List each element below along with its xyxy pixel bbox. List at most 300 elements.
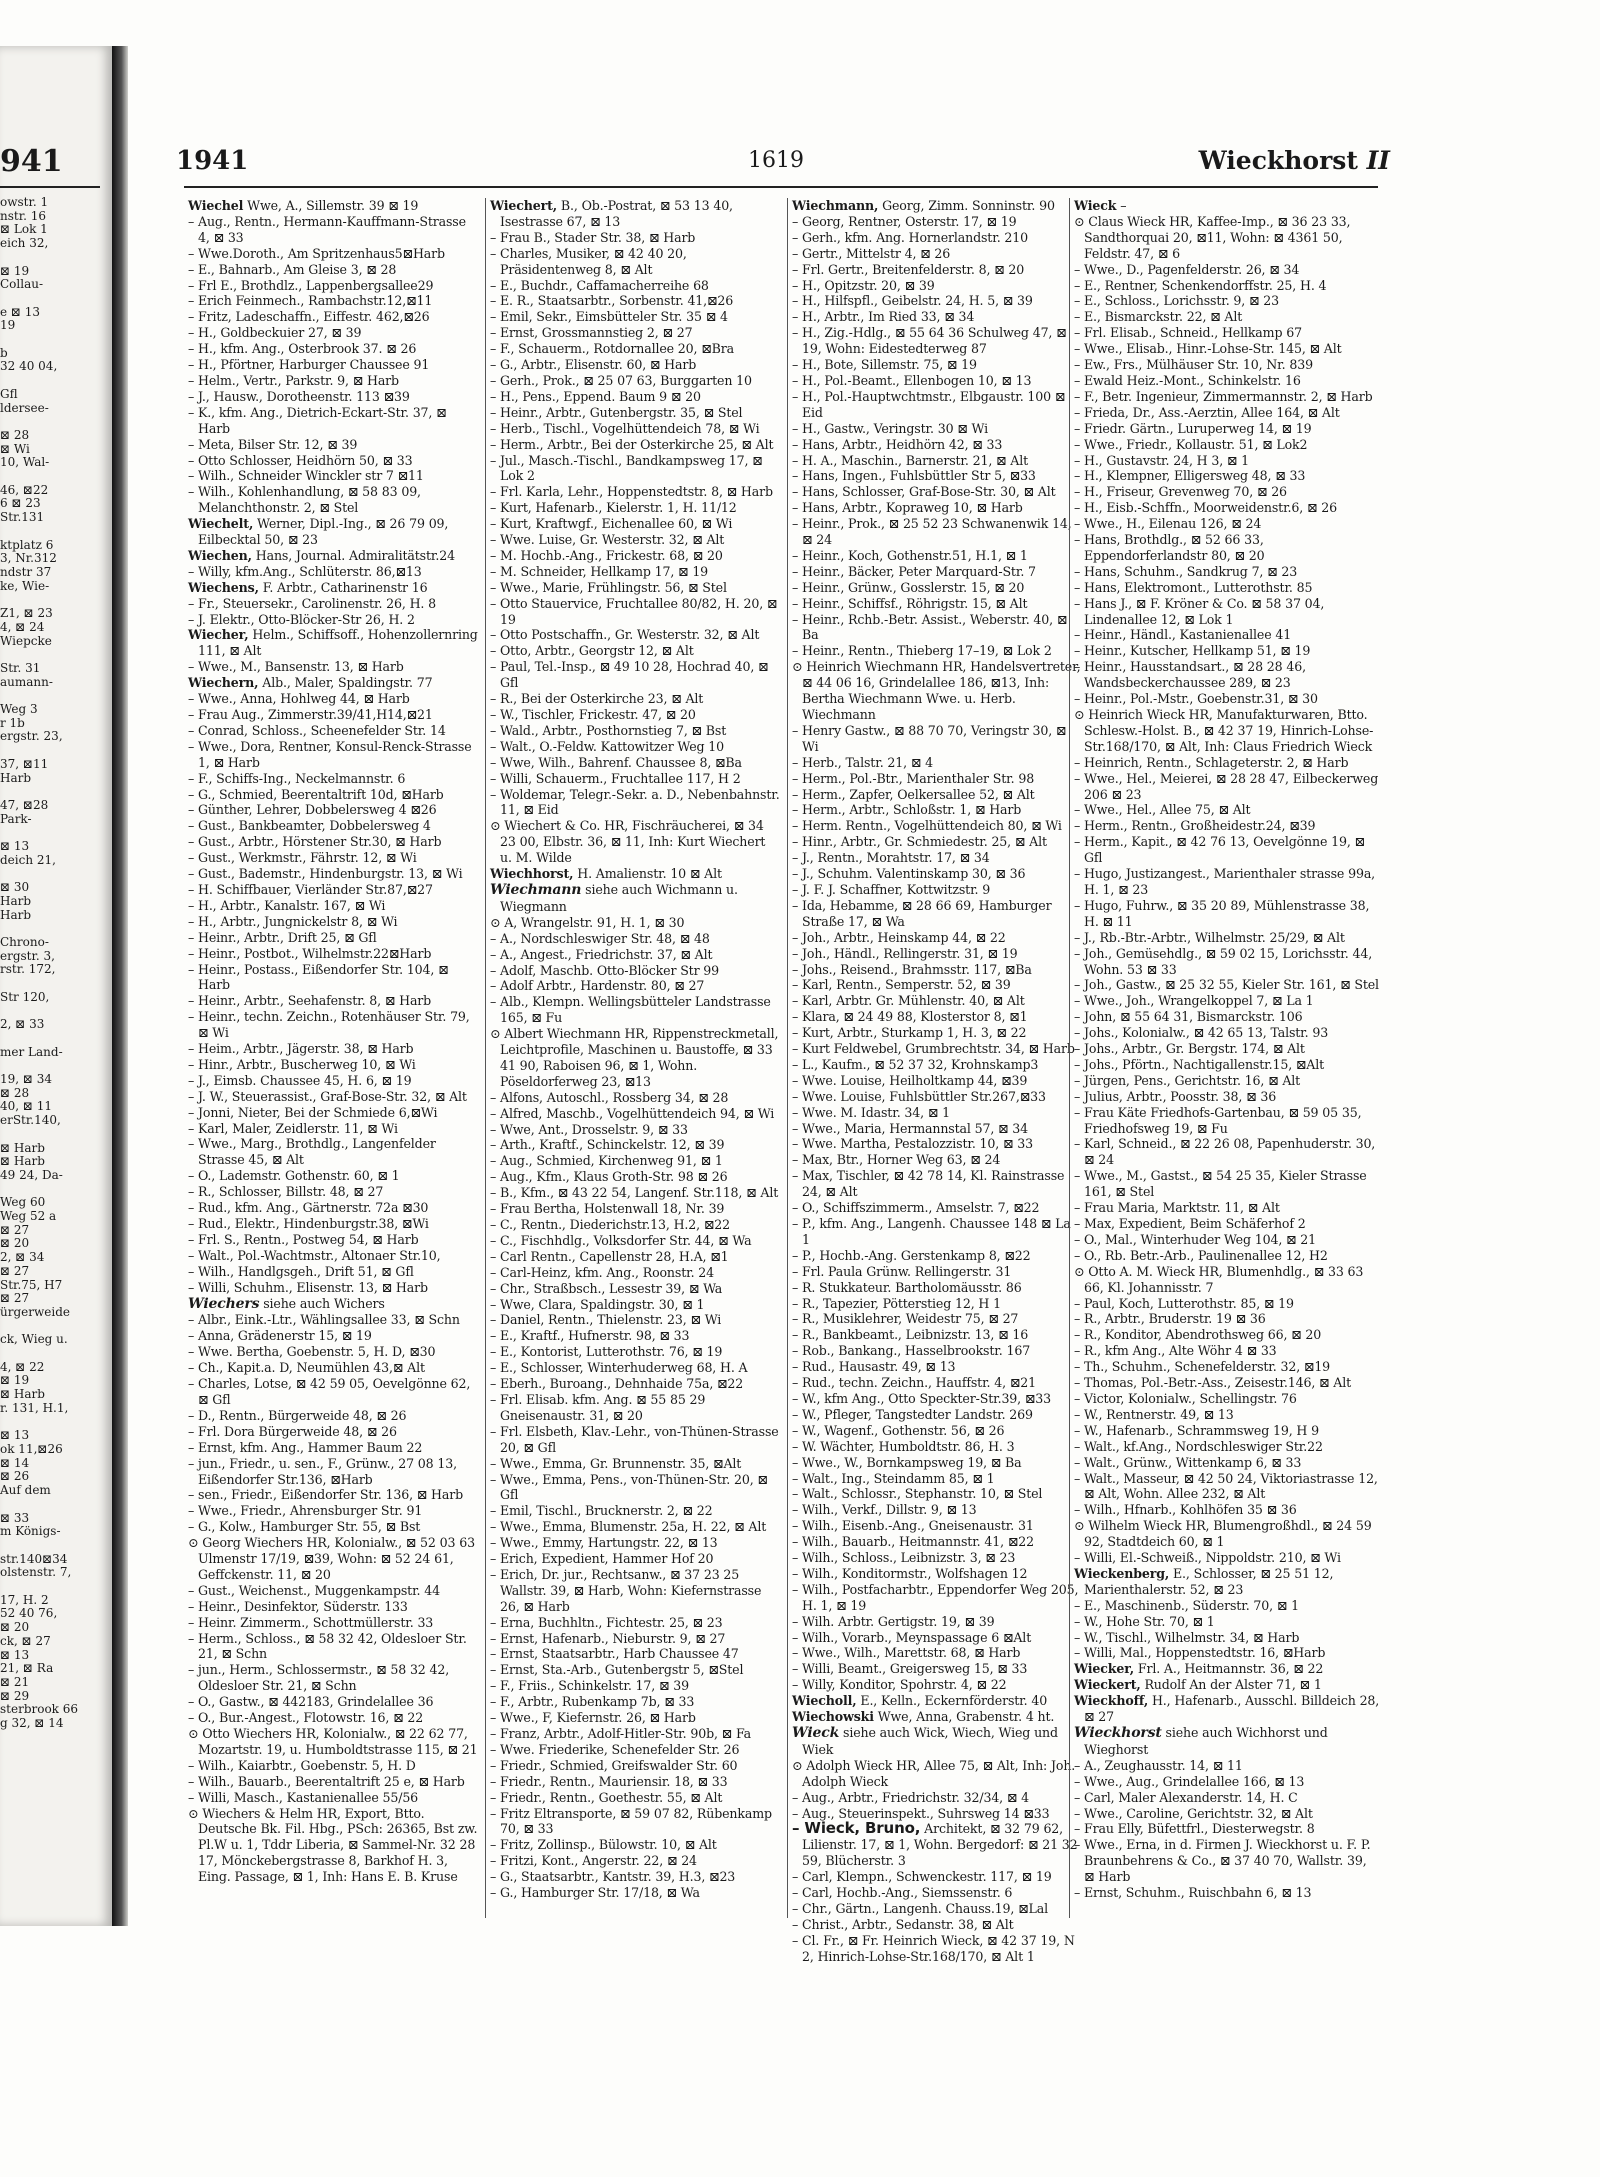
directory-entry: Wieck siehe auch Wick, Wiech, Wieg und Wiek: [792, 1725, 1058, 1757]
directory-entry: – R., kfm Ang., Alte Wöhr 4 ⊠ 33: [1074, 1343, 1277, 1359]
directory-entry: – J., Rb.-Btr.-Arbtr., Wilhelmstr. 25/29, ⊠ Alt: [1074, 929, 1345, 945]
directory-entry: – Walt., Ing., Steindamm 85, ⊠ 1: [792, 1470, 995, 1486]
directory-entry: – W. Wächter, Humboldtstr. 86, H. 3: [792, 1438, 1015, 1454]
facing-page-line: Chrono-: [0, 934, 49, 949]
directory-entry: – Heinr., techn. Zeichn., Rotenhäuser Str. 79, ⊠ Wi: [188, 1009, 470, 1041]
directory-entry: – Heinr., Arbtr., Seehafenstr. 8, ⊠ Harb: [188, 993, 432, 1009]
directory-entry: – Günther, Lehrer, Dobbelersweg 4 ⊠26: [188, 802, 437, 818]
directory-entry: – A., Nordschleswiger Str. 48, ⊠ 48: [490, 930, 710, 946]
directory-entry: – Adolf, Maschb. Otto-Blöcker Str 99: [490, 962, 720, 978]
directory-entry: – R., Bei der Osterkirche 23, ⊠ Alt: [490, 691, 704, 707]
facing-page-line: nstr. 16: [0, 208, 47, 223]
directory-entry: – Herm., Pol.-Btr., Marienthaler Str. 98: [792, 770, 1035, 786]
facing-page-line: 2, ⊠ 34: [0, 1250, 45, 1265]
directory-entry: – Frau Käte Friedhofs-Gartenbau, ⊠ 59 05 35, Friedhofsweg 19, ⊠ Fu: [1074, 1104, 1362, 1136]
facing-page-line: ⊠ 13: [0, 1647, 30, 1662]
directory-entry: – Carl-Heinz, kfm. Ang., Roonstr. 24: [490, 1264, 715, 1280]
facing-page-line: [0, 1320, 110, 1334]
directory-entry: – Hinr., Arbtr., Gr. Schmiedestr. 25, ⊠ Alt: [792, 834, 1047, 850]
directory-entry: – J., Schuhm. Valentinskamp 30, ⊠ 36: [792, 866, 1026, 882]
directory-entry: – Anna, Grädenerstr 15, ⊠ 19: [188, 1328, 372, 1344]
directory-entry: – Gerh., kfm. Ang. Hornerlandstr. 210: [792, 229, 1028, 245]
directory-entry: – Wwe., Friedr., Kollaustr. 51, ⊠ Lok2: [1074, 436, 1308, 452]
directory-entry: – Thomas, Pol.-Betr.-Ass., Zeisestr.146, ⊠ Alt: [1074, 1375, 1352, 1391]
facing-page-line: ktplatz 6: [0, 537, 54, 552]
directory-entry: – Wwe., Dora, Rentner, Konsul-Renck-Strasse 1, ⊠ Harb: [188, 738, 472, 770]
directory-entry: – Ernst, Grossmannstieg 2, ⊠ 27: [490, 325, 693, 341]
directory-entry: – Wwe., Maria, Hermannstal 57, ⊠ 34: [792, 1120, 1029, 1136]
facing-page-line: [0, 415, 110, 429]
directory-entry: – Wilh. Arbtr. Gertigstr. 19, ⊠ 39: [792, 1613, 995, 1629]
directory-entry: – Hans, Arbtr., Heidhörn 42, ⊠ 33: [792, 436, 1003, 452]
directory-entry: – G., Arbtr., Elisenstr. 60, ⊠ Harb: [490, 357, 697, 373]
directory-entry: – Johs., Reisend., Brahmsstr. 117, ⊠Ba: [792, 961, 1032, 977]
directory-entry: – Frl E., Brothdlz., Lappenbergsallee29: [188, 277, 434, 293]
directory-entry: – Aug., Arbtr., Friedrichstr. 32/34, ⊠ 4: [792, 1789, 1030, 1805]
entry-surname: Wiechmann,: [792, 198, 879, 213]
directory-entry: – Wwe., Hel., Allee 75, ⊠ Alt: [1074, 802, 1251, 818]
directory-entry: – W., Pfleger, Tangstedter Landstr. 269: [792, 1406, 1033, 1422]
directory-entry: – Heinr., Rentn., Thieberg 17–19, ⊠ Lok 2: [792, 643, 1052, 659]
directory-entry: – Cl. Fr., ⊠ Fr. Heinrich Wieck, ⊠ 42 37 19, N 2, Hinrich-Lohse-Str.168/170, ⊠ Alt 1: [792, 1932, 1075, 1964]
directory-entry: – Heim., Arbtr., Jägerstr. 38, ⊠ Harb: [188, 1041, 414, 1057]
directory-entry: – Karl, Arbtr. Gr. Mühlenstr. 40, ⊠ Alt: [792, 993, 1025, 1009]
directory-entry: – Gust., Bankbeamter, Dobbelersweg 4: [188, 818, 431, 834]
facing-page-line: str.140⊠34: [0, 1551, 68, 1566]
directory-entry: – Ernst, kfm. Ang., Hammer Baum 22: [188, 1439, 423, 1455]
directory-entry: ⊙ Claus Wieck HR, Kaffee-Imp., ⊠ 36 23 33, Sandthorquai 20, ⊠11, Wohn: ⊠ 4361 50, Feldstr. 47, ⊠ 6: [1074, 213, 1351, 261]
directory-entry: – Christ., Arbtr., Sedanstr. 38, ⊠ Alt: [792, 1916, 1014, 1932]
directory-entry: – Otto Stauervice, Fruchtallee 80/82, H. 20, ⊠ 19: [490, 595, 778, 627]
directory-entry: – Julius, Arbtr., Poosstr. 38, ⊠ 36: [1074, 1088, 1277, 1104]
facing-page-heading: 941: [0, 144, 63, 179]
facing-page-line: ok 11,⊠26: [0, 1441, 63, 1456]
directory-entry: Wiechen, Hans, Journal. Admiralitätstr.24: [188, 547, 455, 563]
facing-page-line: Collau-: [0, 277, 44, 292]
directory-entry: – Wwe. Louise, Heilholtkamp 44, ⊠39: [792, 1072, 1028, 1088]
directory-entry: – Aug., Kfm., Klaus Groth-Str. 98 ⊠ 26: [490, 1169, 728, 1185]
facing-page-line: [0, 922, 110, 936]
directory-entry: – Gust., Weichenst., Muggenkampstr. 44: [188, 1582, 440, 1598]
directory-entry: Wiechelt, Werner, Dipl.-Ing., ⊠ 26 79 09, Eilbecktal 50, ⊠ 23: [188, 516, 449, 548]
directory-entry: – Wwe. M. Idastr. 34, ⊠ 1: [792, 1104, 950, 1120]
directory-entry: Wiechern, Alb., Maler, Spaldingstr. 77: [188, 675, 433, 691]
directory-entry: ⊙ Wilhelm Wieck HR, Blumengroßhdl., ⊠ 24 59 92, Stadtdeich 60, ⊠ 1: [1074, 1518, 1372, 1550]
directory-entry: – Gertr., Mittelstr 4, ⊠ 26: [792, 245, 951, 261]
directory-entry: – Charles, Lotse, ⊠ 42 59 05, Oevelgönne 62, ⊠ Gfl: [188, 1376, 471, 1407]
directory-entry: – Aug., Steuerinspekt., Suhrsweg 14 ⊠33: [792, 1805, 1050, 1821]
directory-entry: – Max, Tischler, ⊠ 42 78 14, Kl. Rainstrasse 24, ⊠ Alt: [792, 1168, 1065, 1200]
directory-entry: – Carl, Klempn., Schwenckestr. 117, ⊠ 19: [792, 1869, 1052, 1885]
facing-page-line: Str.75, H7: [0, 1277, 63, 1292]
directory-entry: – Walt., O.-Feldw. Kattowitzer Weg 10: [490, 738, 724, 754]
directory-entry: – O., Schiffszimmerm., Amselstr. 7, ⊠22: [792, 1200, 1040, 1216]
facing-page-line: sterbrook 66: [0, 1702, 79, 1717]
directory-entry: – W., Rentnerstr. 49, ⊠ 13: [1074, 1406, 1234, 1422]
directory-entry: – Willy, Konditor, Spohrstr. 4, ⊠ 22: [792, 1677, 1007, 1693]
facing-page-line: [0, 1539, 110, 1553]
directory-entry: – John, ⊠ 55 64 31, Bismarckstr. 106: [1074, 1009, 1303, 1025]
entry-surname: Wiecholl,: [792, 1693, 857, 1709]
directory-entry: – Wilh., Eisenb.-Ang., Gneisenaustr. 31: [792, 1518, 1034, 1534]
directory-entry: – H., Eisb.-Schffn., Moorweidenstr.6, ⊠ 26: [1074, 500, 1337, 516]
directory-entry: – Wwe., M., Gastst., ⊠ 54 25 35, Kieler Strasse 161, ⊠ Stel: [1074, 1168, 1367, 1200]
facing-page-line: [0, 744, 110, 758]
facing-page-line: ldersee-: [0, 400, 49, 415]
column-2: [490, 198, 780, 1938]
directory-entry: Wieckhoff, H., Hafenarb., Ausschl. Billdeich 28, ⊠ 27: [1074, 1693, 1380, 1725]
facing-page-line: 47, ⊠28: [0, 797, 49, 812]
directory-entry: – O., Rb. Betr.-Arb., Paulinenallee 12, H2: [1074, 1247, 1328, 1263]
facing-page-line: ⊠ 20: [0, 1236, 30, 1251]
directory-entry: – Wilh., Vorarb., Meynspassage 6 ⊠Alt: [792, 1629, 1032, 1645]
directory-entry: ⊙ Otto A. M. Wieck HR, Blumenhdlg., ⊠ 33 63 66, Kl. Johannisstr. 7: [1074, 1263, 1364, 1295]
directory-entry: – F., Friis., Schinkelstr. 17, ⊠ 39: [490, 1678, 689, 1694]
facing-page-line: ke, Wie-: [0, 578, 50, 593]
entry-surname: Wiechers: [188, 1295, 260, 1312]
directory-entry: ⊙ Heinrich Wiechmann HR, Handelsvertreter, ⊠ 44 06 16, Grindelallee 186, ⊠13, Inh: Bertha Wiechmann Wwe. u. Herb. Wiechmann: [792, 659, 1081, 722]
directory-entry: – Erna, Buchhltn., Fichtestr. 25, ⊠ 23: [490, 1614, 723, 1630]
directory-entry: – Heinr., Postass., Eißendorfer Str. 104, ⊠ Harb: [188, 961, 449, 993]
facing-page-line: [0, 1416, 110, 1430]
directory-entry: – Emil, Tischl., Brucknerstr. 2, ⊠ 22: [490, 1503, 713, 1519]
facing-page-line: ⊠ Harb: [0, 1387, 45, 1402]
directory-entry: – Georg, Rentner, Osterstr. 17, ⊠ 19: [792, 213, 1017, 229]
directory-entry: – Wwe., H., Eilenau 126, ⊠ 24: [1074, 516, 1262, 532]
directory-entry: – Frl. Dora Bürgerweide 48, ⊠ 26: [188, 1423, 397, 1439]
directory-entry: – E., Rentner, Schenkendorffstr. 25, H. 4: [1074, 277, 1327, 293]
facing-page-line: r. 131, H.1,: [0, 1400, 69, 1415]
directory-entry: – Heinr. Zimmerm., Schottmüllerstr. 33: [188, 1614, 434, 1630]
header-section: II: [1366, 146, 1390, 175]
facing-page-line: ⊠ 19: [0, 1373, 30, 1388]
directory-entry: – Franz, Arbtr., Adolf-Hitler-Str. 90b, ⊠ Fa: [490, 1726, 752, 1741]
directory-entry: – Otto Postschaffn., Gr. Westerstr. 32, ⊠ Alt: [490, 627, 760, 643]
facing-page-line: [0, 1183, 110, 1197]
facing-page-line: Weg 3: [0, 702, 38, 717]
directory-entry: – H., Gastw., Veringstr. 30 ⊠ Wi: [792, 420, 988, 436]
directory-entry: – Wwe., Hel., Meierei, ⊠ 28 28 47, Eilbeckerweg 206 ⊠ 23: [1074, 770, 1379, 802]
directory-entry: – Willi, El.-Schweiß., Nippoldstr. 210, ⊠ Wi: [1074, 1550, 1341, 1566]
directory-entry: – Adolf Arbtr., Hardenstr. 80, ⊠ 27: [490, 978, 705, 994]
facing-page-line: [0, 593, 110, 607]
column-3: [792, 198, 1082, 1964]
directory-entry: – Wwe, Wilh., Bahrenf. Chaussee 8, ⊠Ba: [490, 754, 742, 770]
entry-surname: Wieckenberg,: [1074, 1565, 1170, 1581]
facing-page-line: [0, 333, 110, 347]
directory-entry: – Albr., Eink.-Ltr., Wählingsallee 33, ⊠ Schn: [188, 1312, 460, 1328]
directory-entry: – H., Arbtr., Jungnickelstr 8, ⊠ Wi: [188, 913, 398, 929]
directory-entry: – Wwe., Emma, Blumenstr. 25a, H. 22, ⊠ Alt: [490, 1519, 767, 1535]
facing-page-line: 4, ⊠ 24: [0, 619, 45, 634]
directory-entry: – D., Rentn., Bürgerweide 48, ⊠ 26: [188, 1407, 407, 1423]
entry-surname: Wiechelt,: [188, 516, 254, 532]
directory-entry: – G., Hamburger Str. 17/18, ⊠ Wa: [490, 1885, 700, 1901]
directory-entry: – Walt., Schlossr., Stephanstr. 10, ⊠ Stel: [792, 1486, 1043, 1502]
facing-page-line: [0, 525, 110, 539]
directory-entry: – Wwe. Friederike, Schenefelder Str. 26: [490, 1741, 740, 1757]
directory-entry: – Herb., Tischl., Vogelhüttendeich 78, ⊠ Wi: [490, 420, 760, 436]
directory-entry: – Frau B., Stader Str. 38, ⊠ Harb: [490, 229, 696, 245]
directory-entry: – J. F. J. Schaffner, Kottwitzstr. 9: [792, 881, 991, 897]
directory-entry: – Heinr., Arbtr., Drift 25, ⊠ Gfl: [188, 929, 377, 945]
directory-entry: – O., Lademstr. Gothenstr. 60, ⊠ 1: [188, 1168, 400, 1184]
facing-page-line: eich 32,: [0, 236, 49, 251]
facing-page-line: ⊠ 33: [0, 1510, 30, 1525]
directory-entry: – Frl. S., Rentn., Postweg 54, ⊠ Harb: [188, 1231, 419, 1247]
directory-entry: – Emil, Sekr., Eimsbütteler Str. 35 ⊠ 4: [490, 309, 728, 325]
directory-entry: – Wwe., Friedr., Ahrensburger Str. 91: [188, 1503, 423, 1519]
column-4: [1074, 198, 1380, 1938]
directory-entry: – Wwe. Bertha, Goebenstr. 5, H. D, ⊠30: [188, 1344, 436, 1360]
facing-page-line: ⊠ 19: [0, 263, 30, 278]
directory-entry: – Willi, Schuhm., Elisenstr. 13, ⊠ Harb: [188, 1279, 428, 1295]
directory-entry: – O., Bur.-Angest., Flotowstr. 16, ⊠ 22: [188, 1710, 424, 1726]
facing-page-line: ndstr 37: [0, 564, 52, 579]
directory-entry: – H., Gustavstr. 24, H 3, ⊠ 1: [1074, 452, 1250, 468]
directory-entry: – Walt., kf.Ang., Nordschleswiger Str.22: [1074, 1438, 1323, 1454]
facing-page-line: [0, 1498, 110, 1512]
directory-entry: – O., Gastw., ⊠ 442183, Grindelallee 36: [188, 1694, 434, 1710]
facing-page-line: mer Land-: [0, 1044, 63, 1059]
directory-entry: – Friedr., Rentn., Mauriensir. 18, ⊠ 33: [490, 1773, 728, 1789]
directory-entry: – Alfred, Maschb., Vogelhüttendeich 94, ⊠ Wi: [490, 1105, 775, 1121]
directory-entry: – Erich, Dr. jur., Rechtsanw., ⊠ 37 23 25 Wallstr. 39, ⊠ Harb, Wohn: Kiefernstrasse 26, ⊠ Harb: [490, 1566, 762, 1614]
directory-entry: Wiecholl, E., Kelln., Eckernförderstr. 40: [792, 1693, 1048, 1709]
directory-entry: – Herb., Talstr. 21, ⊠ 4: [792, 754, 933, 770]
directory-entry: – E., Kraftf., Hufnerstr. 98, ⊠ 33: [490, 1328, 690, 1344]
directory-entry: – Karl, Rentn., Semperstr. 52, ⊠ 39: [792, 977, 1011, 993]
directory-entry: – H., Pol.-Beamt., Ellenbogen 10, ⊠ 13: [792, 372, 1032, 388]
directory-entry: – Ew., Frs., Mülhäuser Str. 10, Nr. 839: [1074, 357, 1313, 373]
directory-entry: – Paul, Koch, Lutterothstr. 85, ⊠ 19: [1074, 1295, 1294, 1311]
header-page-number: 1619: [748, 148, 804, 173]
directory-entry: – J., Rentn., Morahtstr. 17, ⊠ 34: [792, 850, 990, 866]
directory-entry: – R., Tapezier, Pötterstieg 12, H 1: [792, 1295, 1001, 1311]
directory-entry: – Gerh., Prok., ⊠ 25 07 63, Burggarten 10: [490, 372, 752, 388]
facing-page-line: b: [0, 345, 8, 360]
directory-entry: – W., Hohe Str. 70, ⊠ 1: [1074, 1613, 1215, 1629]
facing-page-line: ⊠ Harb: [0, 1140, 45, 1155]
facing-page-line: [0, 374, 110, 388]
facing-page-line: [0, 1032, 110, 1046]
directory-entry: – Wwe. Luise, Gr. Westerstr. 32, ⊠ Alt: [490, 532, 725, 548]
directory-entry: – Henry Gastw., ⊠ 88 70 70, Veringstr 30, ⊠ Wi: [792, 722, 1067, 754]
entry-surname: Wiechens,: [188, 579, 259, 595]
directory-entry: Wiechel Wwe, A., Sillemstr. 39 ⊠ 19: [188, 198, 419, 213]
facing-page-line: m Königs-: [0, 1524, 61, 1539]
directory-entry: Wieck –: [1074, 198, 1127, 213]
directory-entry: Wieckhorst siehe auch Wichhorst und Wieghorst: [1074, 1725, 1328, 1757]
directory-entry: – Wilh., Bauarb., Heitmannstr. 41, ⊠22: [792, 1534, 1034, 1550]
directory-entry: – Erich, Expedient, Hammer Hof 20: [490, 1551, 714, 1567]
directory-entry: – Heinr., Grünw., Gosslerstr. 15, ⊠ 20: [792, 579, 1025, 595]
directory-entry: – Hans, Ingen., Fuhlsbüttler Str 5, ⊠33: [792, 468, 1036, 484]
directory-entry: – A., Zeughausstr. 14, ⊠ 11: [1074, 1757, 1243, 1773]
directory-entry: – H., Hilfspfl., Geibelstr. 24, H. 5, ⊠ 39: [792, 293, 1033, 309]
facing-page-line: Z1, ⊠ 23: [0, 606, 53, 621]
facing-page-line: aumann-: [0, 674, 53, 689]
directory-entry: – Hugo, Fuhrw., ⊠ 35 20 89, Mühlenstrasse 38, H. ⊠ 11: [1074, 897, 1370, 929]
directory-entry: – Herm., Schloss., ⊠ 58 32 42, Oldesloer Str. 21, ⊠ Schn: [188, 1630, 467, 1662]
directory-entry: – Wilh., Handlgsgeh., Drift 51, ⊠ Gfl: [188, 1263, 414, 1279]
header-headword-text: Wieckhorst: [1198, 146, 1358, 175]
directory-entry: – Ernst, Schuhm., Ruischbahn 6, ⊠ 13: [1074, 1885, 1312, 1901]
directory-entry: – H., Pens., Eppend. Baum 9 ⊠ 20: [490, 388, 701, 404]
facing-page-line: Gfl: [0, 386, 18, 401]
directory-entry: – Joh., Gemüsehdlg., ⊠ 59 02 15, Lorichsstr. 44, Wohn. 53 ⊠ 33: [1074, 945, 1373, 977]
directory-entry: ⊙ Otto Wiechers HR, Kolonialw., ⊠ 22 62 77, Mozartstr. 19, u. Humboldtstrasse 115, ⊠ 21: [188, 1726, 478, 1757]
directory-entry: – Meta, Bilser Str. 12, ⊠ 39: [188, 436, 358, 452]
directory-entry: – E., Schloss., Lorichsstr. 9, ⊠ 23: [1074, 293, 1279, 309]
directory-entry: – Wwe, Clara, Spaldingstr. 30, ⊠ 1: [490, 1296, 705, 1312]
facing-page-line: deich 21,: [0, 852, 56, 867]
facing-page-line: [0, 1580, 110, 1594]
directory-entry: – sen., Friedr., Eißendorfer Str. 136, ⊠ Harb: [188, 1487, 464, 1503]
directory-entry: – H., Pol.-Hauptwchtmstr., Elbgaustr. 100 ⊠ Eid: [792, 388, 1066, 420]
directory-entry: – Johs., Kolonialw., ⊠ 42 65 13, Talstr. 93: [1074, 1025, 1329, 1041]
facing-page-line: ⊠ 21: [0, 1674, 30, 1689]
directory-entry: – Herm., Rentn., Großheidestr.24, ⊠39: [1074, 818, 1316, 834]
directory-entry: – Wilh., Postfacharbtr., Eppendorfer Weg 205, H. 1, ⊠ 19: [792, 1581, 1079, 1613]
facing-page-line: ürgerweide: [0, 1304, 70, 1319]
directory-entry: – H. A., Maschin., Barnerstr. 21, ⊠ Alt: [792, 452, 1029, 468]
directory-entry: Wiechhorst, H. Amalienstr. 10 ⊠ Alt: [490, 866, 722, 882]
directory-entry: – Aug., Schmied, Kirchenweg 91, ⊠ 1: [490, 1153, 723, 1169]
facing-page-line: Harb: [0, 770, 32, 785]
directory-entry: – Ernst, Sta.-Arb., Gutenbergstr 5, ⊠Stel: [490, 1662, 744, 1678]
directory-entry: – Friedr., Rentn., Goethestr. 55, ⊠ Alt: [490, 1789, 723, 1805]
directory-entry: – G., Staatsarbtr., Kantstr. 39, H.3, ⊠23: [490, 1869, 736, 1885]
directory-entry: – J. Elektr., Otto-Blöcker-Str 26, H. 2: [188, 611, 415, 627]
directory-entry: – Willi, Beamt., Greigersweg 15, ⊠ 33: [792, 1661, 1028, 1677]
directory-entry: – B., Kfm., ⊠ 43 22 54, Langenf. Str.118, ⊠ Alt: [490, 1185, 779, 1201]
directory-entry: – Gust., Arbtr., Hörstener Str.30, ⊠ Harb: [188, 834, 442, 850]
directory-entry: – Arth., Kraftf., Schinckelstr. 12, ⊠ 39: [490, 1137, 725, 1153]
directory-entry: – Wwe., Elisab., Hinr.-Lohse-Str. 145, ⊠ Alt: [1074, 341, 1342, 357]
directory-entry: – jun., Herm., Schlossermstr., ⊠ 58 32 42, Oldesloer Str. 21, ⊠ Schn: [188, 1662, 450, 1694]
directory-entry: – H., Zig.-Hdlg., ⊠ 55 64 36 Schulweg 47, ⊠ 19, Wohn: Eidestedterweg 87: [792, 325, 1067, 357]
directory-entry: – Paul, Tel.-Insp., ⊠ 49 10 28, Hochrad 40, ⊠ Gfl: [490, 659, 769, 691]
facing-page-line: rstr. 172,: [0, 962, 56, 977]
directory-entry: – J., Hausw., Dorotheenstr. 113 ⊠39: [188, 388, 410, 404]
directory-entry: ⊙ Albert Wiechmann HR, Rippenstreckmetall, Leichtprofile, Maschinen u. Baustoffe, ⊠ 33 41 90, Raboisen 96, ⊠ 1, Wohn. Pöseldorferweg 23, ⊠13: [490, 1026, 779, 1089]
directory-entry: – Heinr., Schiffsf., Röhrigstr. 15, ⊠ Alt: [792, 595, 1028, 611]
entry-surname: Wiechern,: [188, 675, 259, 691]
directory-entry: – C., Rentn., Diederichstr.13, H.2, ⊠22: [490, 1217, 730, 1232]
directory-entry: – Wwe., Caroline, Gerichtstr. 32, ⊠ Alt: [1074, 1805, 1313, 1821]
directory-entry: – Hans, Brothdlg., ⊠ 52 66 33, Eppendorferlandstr 80, ⊠ 20: [1074, 532, 1265, 563]
facing-page-line: ⊠ 28: [0, 1085, 30, 1100]
directory-entry: – R., Bankbeamt., Leibnizstr. 13, ⊠ 16: [792, 1327, 1029, 1343]
directory-entry: – Frl. Elisab., Schneid., Hellkamp 67: [1074, 325, 1302, 341]
directory-entry: – H., kfm. Ang., Osterbrook 37. ⊠ 26: [188, 341, 417, 357]
directory-entry: – Heinr., Kutscher, Hellkamp 51, ⊠ 19: [1074, 643, 1311, 659]
facing-page-line: 6 ⊠ 23: [0, 496, 41, 511]
directory-entry: – Hans, Schlosser, Graf-Bose-Str. 30, ⊠ Alt: [792, 484, 1056, 500]
directory-entry: – H., Arbtr., Im Ried 33, ⊠ 34: [792, 309, 975, 325]
directory-entry: – H., Arbtr., Kanalstr. 167, ⊠ Wi: [188, 897, 386, 913]
facing-page-line: 10, Wal-: [0, 455, 50, 470]
directory-entry: – Frl. Karla, Lehr., Hoppenstedtstr. 8, ⊠ Harb: [490, 484, 773, 500]
entry-surname: Wiechel: [188, 198, 244, 213]
directory-entry: – Frau Bertha, Holstenwall 18, Nr. 39: [490, 1201, 725, 1217]
facing-page-line: 52 40 76,: [0, 1606, 58, 1621]
directory-entry: – Wilh., Schloss., Leibnizstr. 3, ⊠ 23: [792, 1550, 1016, 1566]
facing-page-fragment: [0, 46, 112, 1926]
facing-page-line: [0, 1347, 110, 1361]
directory-entry: – Wieck, Bruno, Architekt, ⊠ 32 79 62, Lilienstr. 17, ⊠ 1, Wohn. Bergedorf: ⊠ 21 32 59, Blücherstr. 3: [792, 1819, 1078, 1869]
directory-entry: – F., Arbtr., Rubenkamp 7b, ⊠ 33: [490, 1694, 695, 1710]
directory-entry: – Helm., Vertr., Parkstr. 9, ⊠ Harb: [188, 372, 399, 388]
directory-entry: – Johs., Pförtn., Nachtigallenstr.15, ⊠Alt: [1074, 1056, 1325, 1072]
directory-entry: – Heinr., Händl., Kastanienallee 41: [1074, 627, 1292, 643]
facing-page-line: olstenstr. 7,: [0, 1565, 72, 1580]
facing-page-line: ⊠ Lok 1: [0, 222, 48, 237]
directory-entry: Wiechmann, Georg, Zimm. Sonninstr. 90: [792, 198, 1055, 213]
directory-entry: – Wwe., Joh., Wrangelkoppel 7, ⊠ La 1: [1074, 993, 1314, 1009]
header-year: 1941: [176, 146, 249, 176]
directory-entry: – Fritz, Zollinsp., Bülowstr. 10, ⊠ Alt: [490, 1837, 717, 1853]
column-divider: [787, 198, 788, 1918]
directory-entry: – Chr., Straßbsch., Lessestr 39, ⊠ Wa: [490, 1280, 723, 1296]
directory-entry: – Ch., Kapit.a. D, Neumühlen 43,⊠ Alt: [188, 1360, 425, 1376]
directory-entry: – Joh., Arbtr., Heinskamp 44, ⊠ 22: [792, 929, 1006, 945]
directory-entry: – Rob., Bankang., Hasselbrookstr. 167: [792, 1343, 1031, 1359]
directory-entry: – Willi, Masch., Kastanienallee 55/56: [188, 1789, 419, 1805]
directory-entry: – Joh., Gastw., ⊠ 25 32 55, Kieler Str. 161, ⊠ Stel: [1074, 977, 1379, 993]
directory-entry: – Walt., Grünw., Wittenkamp 6, ⊠ 33: [1074, 1454, 1302, 1470]
entry-surname: Wiecker,: [1074, 1661, 1135, 1677]
entry-surname: Wiechen,: [188, 547, 252, 563]
facing-page-line: [0, 1004, 110, 1018]
directory-entry: – Rud., kfm. Ang., Gärtnerstr. 72a ⊠30: [188, 1200, 429, 1216]
directory-entry: – W., Tischl., Wilhelmstr. 34, ⊠ Harb: [1074, 1629, 1300, 1645]
directory-entry: – Fritzi, Kont., Angerstr. 22, ⊠ 24: [490, 1853, 697, 1869]
directory-entry: – O., Mal., Winterhuder Weg 104, ⊠ 21: [1074, 1231, 1317, 1247]
directory-entry: – Fritz, Ladeschaffn., Eiffestr. 462,⊠26: [188, 309, 430, 325]
directory-entry: – H., Friseur, Grevenweg 70, ⊠ 26: [1074, 484, 1287, 500]
directory-entry: – Wwe., F, Kiefernstr. 26, ⊠ Harb: [490, 1710, 696, 1726]
directory-entry: ⊙ Heinrich Wieck HR, Manufakturwaren, Btto. Schlesw.-Holst. B., ⊠ 42 37 19, Hinrich-Lohse-Str.168/170, ⊠ Alt, Inh: Claus Friedrich Wieck: [1074, 707, 1374, 754]
directory-entry: – Alfons, Autoschl., Rossberg 34, ⊠ 28: [490, 1089, 729, 1105]
facing-page-line: [0, 1128, 110, 1142]
directory-entry: – Walt., Pol.-Wachtmstr., Altonaer Str.10,: [188, 1247, 441, 1263]
directory-entry: – Ida, Hebamme, ⊠ 28 66 69, Hamburger Straße 17, ⊠ Wa: [792, 897, 1052, 929]
facing-page-line: Park-: [0, 811, 32, 826]
directory-entry: – H., Bote, Sillemstr. 75, ⊠ 19: [792, 357, 977, 373]
directory-entry: – Hinr., Arbtr., Buscherweg 10, ⊠ Wi: [188, 1056, 416, 1072]
directory-entry: – Th., Schuhm., Schenefelderstr. 32, ⊠19: [1074, 1359, 1331, 1375]
facing-page-line: [0, 292, 110, 306]
directory-entry: – W., kfm Ang., Otto Speckter-Str.39, ⊠33: [792, 1390, 1051, 1406]
entry-surname: Wiechowski: [792, 1709, 874, 1725]
directory-entry: – Wilh., Bauarb., Beerentaltrift 25 e, ⊠ Harb: [188, 1773, 465, 1789]
directory-entry: Wiechmann siehe auch Wichmann u. Wiegmann: [490, 881, 738, 914]
facing-page-line: [0, 1059, 110, 1073]
directory-entry: – Charles, Musiker, ⊠ 42 40 20, Präsidentenweg 8, ⊠ Alt: [490, 245, 687, 277]
directory-entry: – Wwe., Erna, in d. Firmen J. Wieckhorst u. F. P. Braunbehrens & Co., ⊠ 37 40 70, Wallstr. 39, ⊠ Harb: [1074, 1837, 1371, 1885]
directory-entry: – Wwe., W., Bornkampsweg 19, ⊠ Ba: [792, 1454, 1022, 1470]
facing-page-line: erStr.140,: [0, 1113, 61, 1128]
directory-entry: – Wwe., Aug., Grindelallee 166, ⊠ 13: [1074, 1773, 1305, 1789]
directory-entry: Wiechowski Wwe, Anna, Grabenstr. 4 ht.: [792, 1709, 1055, 1725]
facing-page-line: Weg 52 a: [0, 1209, 57, 1224]
directory-entry: – Frau Maria, Marktstr. 11, ⊠ Alt: [1074, 1200, 1280, 1216]
facing-page-line: [0, 977, 110, 991]
facing-page-line: ⊠ 13: [0, 839, 30, 854]
directory-entry: – R., Schlosser, Billstr. 48, ⊠ 27: [188, 1184, 384, 1200]
